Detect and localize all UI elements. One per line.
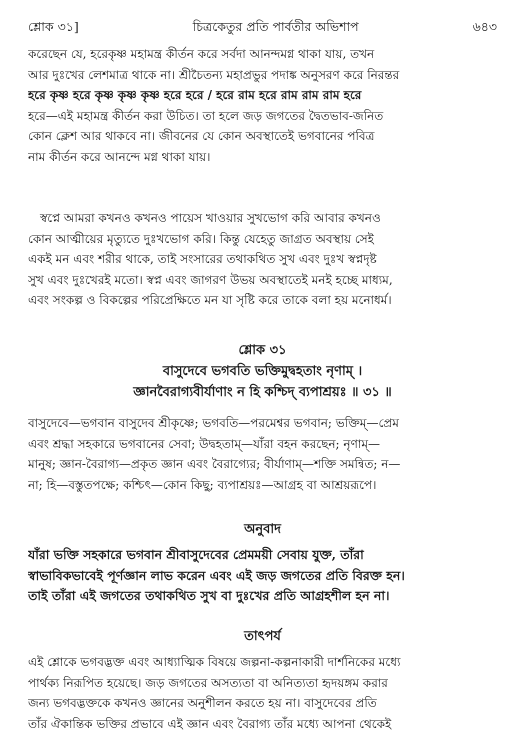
purport (28, 652, 500, 734)
purport-line: পার্থক্য নিরূপিত হয়েছে। জড় জগতের অসত্যতা বা অনিত্যতা হৃদয়ঙ্গম করার (28, 675, 388, 690)
text-line: কোন আত্মীয়ের মৃত্যুতে দুঃখভোগ করি। কিন্তু যেহেতু জাগ্রত অবস্থায় সেই (28, 231, 374, 246)
synonym-line: মানুষ; জ্ঞান-বৈরাগ্য—প্রকৃত জ্ঞান এবং বৈরাগ্যের; বীর্যাণাম্—শক্তি সমন্বিত; ন— (28, 457, 401, 472)
text-line: আর দুঃখের লেশমাত্র থাকে না। শ্রীচৈতন্য মহাপ্রভুর পদাঙ্ক অনুসরণ করে নিরন্তর (28, 67, 400, 82)
verse-line-2: জ্ঞানবৈরাগ্যবীর্যাণাং ন হি কশ্চিদ্ ব্যপাশ্রয়ঃ ॥ ৩১ ॥ (133, 385, 392, 400)
synonym-line: না; হি—বস্তুতপক্ষে; কশ্চিৎ—কোন কিছু; ব্যপাশ্রয়ঃ—আগ্রহ বা আশ্রয়রূপে। (28, 477, 377, 492)
synonym-line: এবং শ্রদ্ধা সহকারে ভগবানের সেবা; উদ্বহতাম্—যাঁরা বহন করছেন; নৃণাম্— (28, 436, 380, 451)
paragraph-2 (28, 208, 500, 311)
purport-title: তাৎপর্য (244, 629, 281, 644)
text-line: নাম কীর্তন করে আনন্দে মগ্ন থাকা যায়। (28, 149, 211, 164)
text-line: হরে কৃষ্ণ হরে কৃষ্ণ কৃষ্ণ কৃষ্ণ হরে হরে / হরে রাম হরে রাম রাম রাম হরে (28, 88, 362, 103)
verse-heading: শ্লোক ৩১ (238, 343, 287, 358)
text-line: কোন ক্লেশ আর থাকবে না। জীবনের যে কোন অবস্থাতেই ভগবানের পবিত্র (28, 129, 375, 144)
translation-title: অনুবাদ (244, 522, 281, 537)
purport-line: এই শ্লোকে ভগবদ্ভক্ত এবং আধ্যাত্মিক বিষয়ে জল্পনা-কল্পনাকারী দার্শনিকের মধ্যে (28, 655, 401, 669)
verse-reference: শ্লোক ৩১] (28, 19, 79, 34)
synonyms (28, 413, 500, 495)
chapter-title: চিত্রকেতুর প্রতি পার্বতীর অভিশাপ (192, 19, 359, 34)
translation (28, 545, 500, 607)
purport-line: জন্য ভগবদ্ভক্তকে কখনও জ্ঞানের অনুশীলন করতে হয় না। বাসুদেবের প্রতি (28, 696, 377, 711)
page-header (28, 18, 497, 40)
text-line: স্বপ্নে আমরা কখনও কখনও পায়েস খাওয়ার সুখভোগ করি আবার কখনও (40, 211, 381, 225)
translation-line: যাঁরা ভক্তি সহকারে ভগবান শ্রীবাসুদেবের প্রেমময়ী সেবায় যুক্ত, তাঁরা (28, 547, 364, 562)
synonym-line: বাসুদেবে—ভগবান বাসুদেব শ্রীকৃষ্ণে; ভগবতি—পরমেশ্বর ভগবান; ভক্তিম্—প্রেম (28, 416, 399, 430)
verse-line-1: বাসুদেবে ভগবতি ভক্তিমুদ্বহতাং নৃণাম্ । (162, 364, 363, 379)
text-line: হরে—এই মহামন্ত্র কীর্তন করা উচিত। তা হলে জড় জগতের দ্বৈতভাব-জনিত (28, 108, 384, 123)
text-line: সুখ এবং দুঃখেরই মতো। স্বপ্ন এবং জাগরণ উভয় অবস্থাতেই মনই হচ্ছে মাধ্যম, (28, 272, 393, 287)
text-line: এবং সংকল্প ও বিকল্পের পরিপ্রেক্ষিতে মন যা সৃষ্টি করে তাকে বলা হয় মনোধর্ম। (28, 293, 392, 308)
page-number: ৬৪৩ (472, 19, 497, 34)
paragraph-1 (28, 44, 500, 168)
text-line: একই মন এবং শরীর থাকে, তাই সংসারের তথাকথিত সুখ এবং দুঃখ স্বপ্নদৃষ্ট (28, 252, 377, 267)
purport-line: তাঁর ঐকান্তিক ভক্তির প্রভাবে এই জ্ঞান এবং বৈরাগ্য তাঁর মধ্যে আপনা থেকেই (28, 716, 392, 731)
translation-line: তাই তাঁরা এই জগতের তথাকথিত সুখ বা দুঃখের প্রতি আগ্রহশীল হন না। (28, 588, 390, 604)
text-line: করেছেন যে, হরেকৃষ্ণ মহামন্ত্র কীর্তন করে সর্বদা আনন্দমগ্ন থাকা যায়, তখন (28, 47, 375, 61)
translation-line: স্বাভাবিকভাবেই পূর্ণজ্ঞান লাভ করেন এবং এই জড় জগতের প্রতি বিরক্ত হন। (28, 567, 405, 583)
